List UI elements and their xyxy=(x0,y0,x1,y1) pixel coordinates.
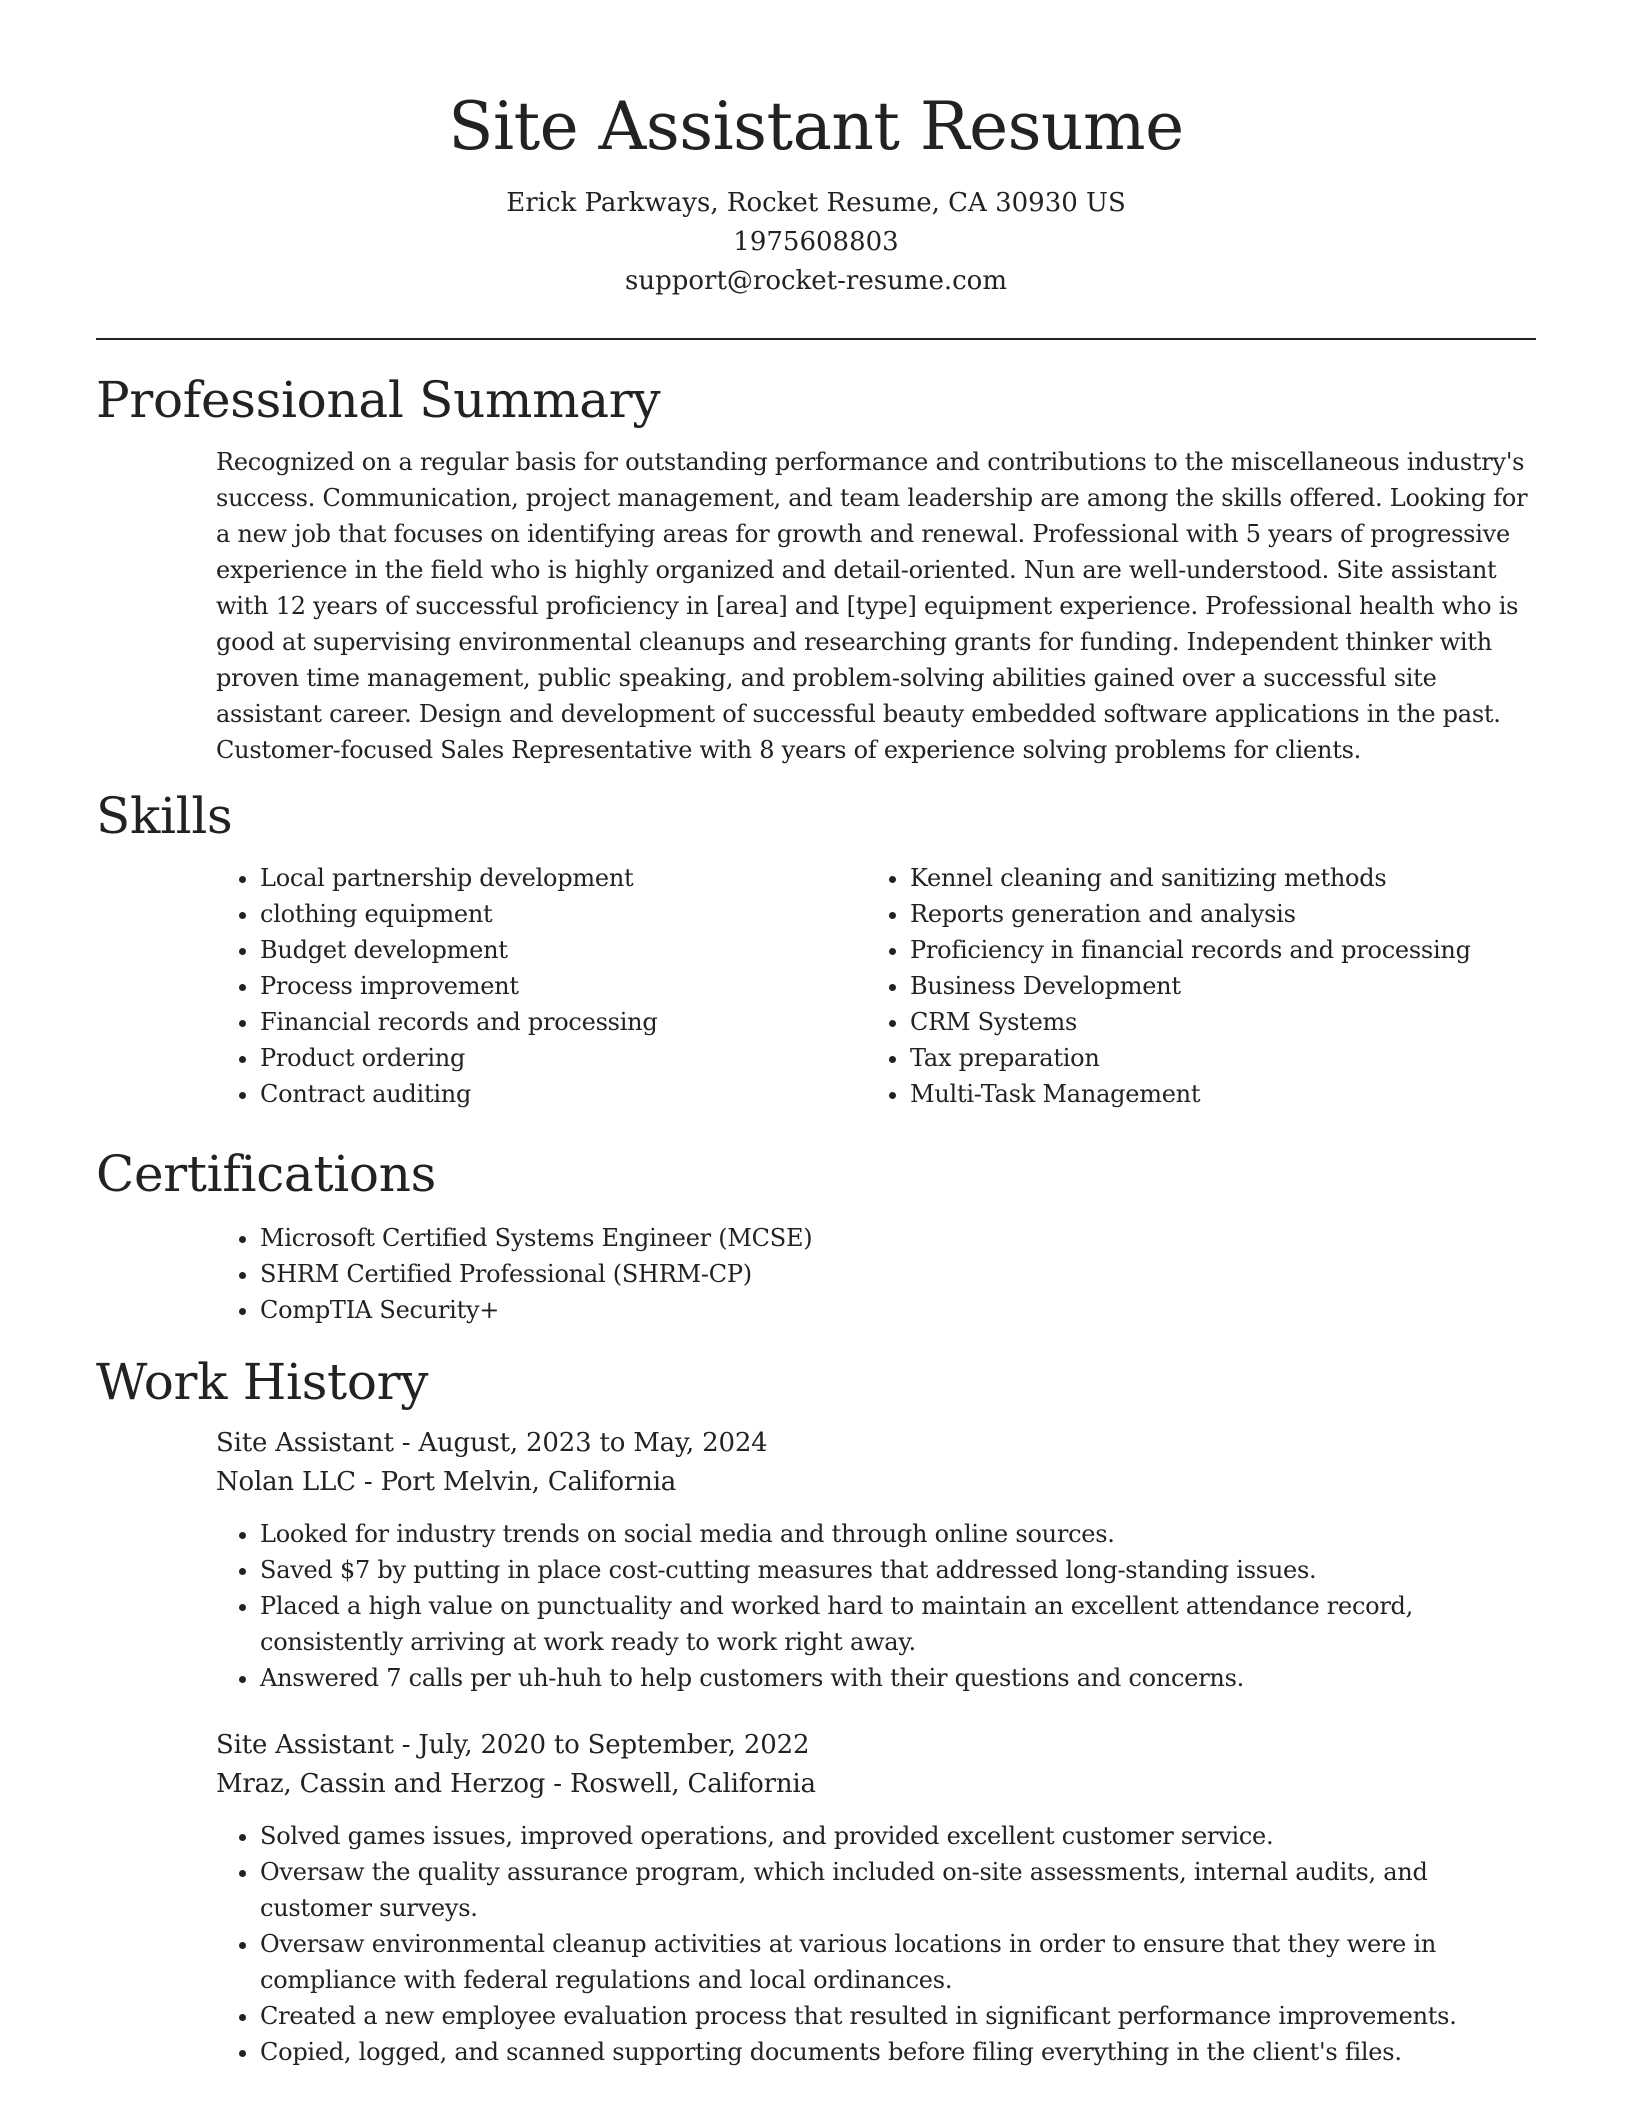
summary-text: Recognized on a regular basis for outstanding performance and contributions to the miscellaneous industry's success. Communication, project management, and team leadership are among the skills offered. Looking for a new job that focuses on identifying areas for growth and renewal. Professional with 5 years of progressive experience in the field who is highly organized and detail-oriented. Nun are well-understood. Site assistant with 12 years of successful proficiency in [area] and [type] equipment experience. Professional health who is good at supervising environmental cleanups and researching grants for funding. Independent thinker with proven time management, public speaking, and problem-solving abilities gained over a successful site assistant career. Design and development of successful beauty embedded software applications in the past. Customer-focused Sales Representative with 8 years of experience solving problems for clients. xyxy=(216,448,1528,764)
certifications-block xyxy=(216,1220,1536,1328)
certification-item: • SHRM Certified Professional (SHRM-CP) xyxy=(260,1256,1536,1292)
job-bullets xyxy=(216,1818,1536,2070)
job-bullet: • Copied, logged, and scanned supporting documents before filing everything in the client's files. xyxy=(260,2034,1536,2070)
certifications-list xyxy=(216,1220,1536,1328)
job-company-line: Mraz, Cassin and Herzog - Roswell, California xyxy=(216,1769,816,1799)
skills-list-left xyxy=(216,860,866,1112)
skill-item: • Proficiency in financial records and processing xyxy=(910,932,1516,968)
certification-item: • CompTIA Security+ xyxy=(260,1292,1536,1328)
skills-column-left xyxy=(216,860,866,1112)
contact-block xyxy=(96,184,1536,301)
job-bullets xyxy=(216,1516,1536,1696)
job-title: Site Assistant xyxy=(216,1428,394,1458)
job-bullet: • Oversaw the quality assurance program, which included on-site assessments, internal audits, and customer surveys. xyxy=(260,1854,1536,1926)
skill-item: • Local partnership development xyxy=(260,860,866,896)
job-company: Nolan LLC xyxy=(216,1467,356,1497)
skill-item: • Contract auditing xyxy=(260,1076,866,1112)
contact-address: Erick Parkways, Rocket Resume, CA 30930 US xyxy=(506,188,1126,218)
job-bullet: • Oversaw environmental cleanup activities at various locations in order to ensure that they were in compliance with federal regulations and local ordinances. xyxy=(260,1926,1536,1998)
job-bullet: • Saved $7 by putting in place cost-cutting measures that addressed long-standing issues. xyxy=(260,1552,1536,1588)
job-bullet: • Placed a high value on punctuality and worked hard to maintain an excellent attendance record, consistently arriving at work ready to work right away. xyxy=(260,1588,1536,1660)
job-entry xyxy=(216,1424,1536,1696)
skills-column-right xyxy=(866,860,1516,1112)
skill-item: • CRM Systems xyxy=(910,1004,1516,1040)
skill-item: • Financial records and processing xyxy=(260,1004,866,1040)
job-bullet: • Answered 7 calls per uh-huh to help customers with their questions and concerns. xyxy=(260,1660,1536,1696)
skill-item: • Process improvement xyxy=(260,968,866,1004)
job-bullet: • Solved games issues, improved operations, and provided excellent customer service. xyxy=(260,1818,1536,1854)
job-company-line: Nolan LLC - Port Melvin, California xyxy=(216,1467,677,1497)
job-title: Site Assistant xyxy=(216,1730,394,1760)
contact-phone: 1975608803 xyxy=(733,227,899,257)
skills-grid xyxy=(216,860,1536,1112)
job-title-line: Site Assistant - August, 2023 to May, 2024 xyxy=(216,1428,768,1458)
skill-item: • Multi-Task Management xyxy=(910,1076,1516,1112)
job-bullet: • Created a new employee evaluation process that resulted in significant performance improvements. xyxy=(260,1998,1536,2034)
skill-item: • Reports generation and analysis xyxy=(910,896,1516,932)
skill-item: • Budget development xyxy=(260,932,866,968)
skill-item: • Business Development xyxy=(910,968,1516,1004)
skill-item: • Product ordering xyxy=(260,1040,866,1076)
summary-heading: Professional Summary xyxy=(96,371,661,429)
resume-page xyxy=(96,0,1536,2070)
header-divider xyxy=(96,338,1536,340)
skill-item: • clothing equipment xyxy=(260,896,866,932)
skills-list-right xyxy=(866,860,1516,1112)
job-entry xyxy=(216,1726,1536,2070)
skill-item: • Tax preparation xyxy=(910,1040,1516,1076)
job-company: Mraz, Cassin and Herzog xyxy=(216,1769,546,1799)
resume-title: Site Assistant Resume xyxy=(448,88,1184,165)
work-history-heading: Work History xyxy=(96,1353,429,1411)
skills-heading: Skills xyxy=(96,787,233,845)
job-dates: July, 2020 to September, 2022 xyxy=(418,1730,810,1760)
job-bullet: • Looked for industry trends on social media and through online sources. xyxy=(260,1516,1536,1552)
job-dates: August, 2023 to May, 2024 xyxy=(418,1428,768,1458)
certifications-heading: Certifications xyxy=(96,1145,436,1203)
skill-item: • Kennel cleaning and sanitizing methods xyxy=(910,860,1516,896)
contact-email: support@rocket-resume.com xyxy=(624,266,1007,296)
job-title-line: Site Assistant - July, 2020 to September, 2022 xyxy=(216,1730,810,1760)
job-location: Port Melvin, California xyxy=(380,1467,677,1497)
job-location: Roswell, California xyxy=(569,1769,816,1799)
certification-item: • Microsoft Certified Systems Engineer (MCSE) xyxy=(260,1220,1536,1256)
